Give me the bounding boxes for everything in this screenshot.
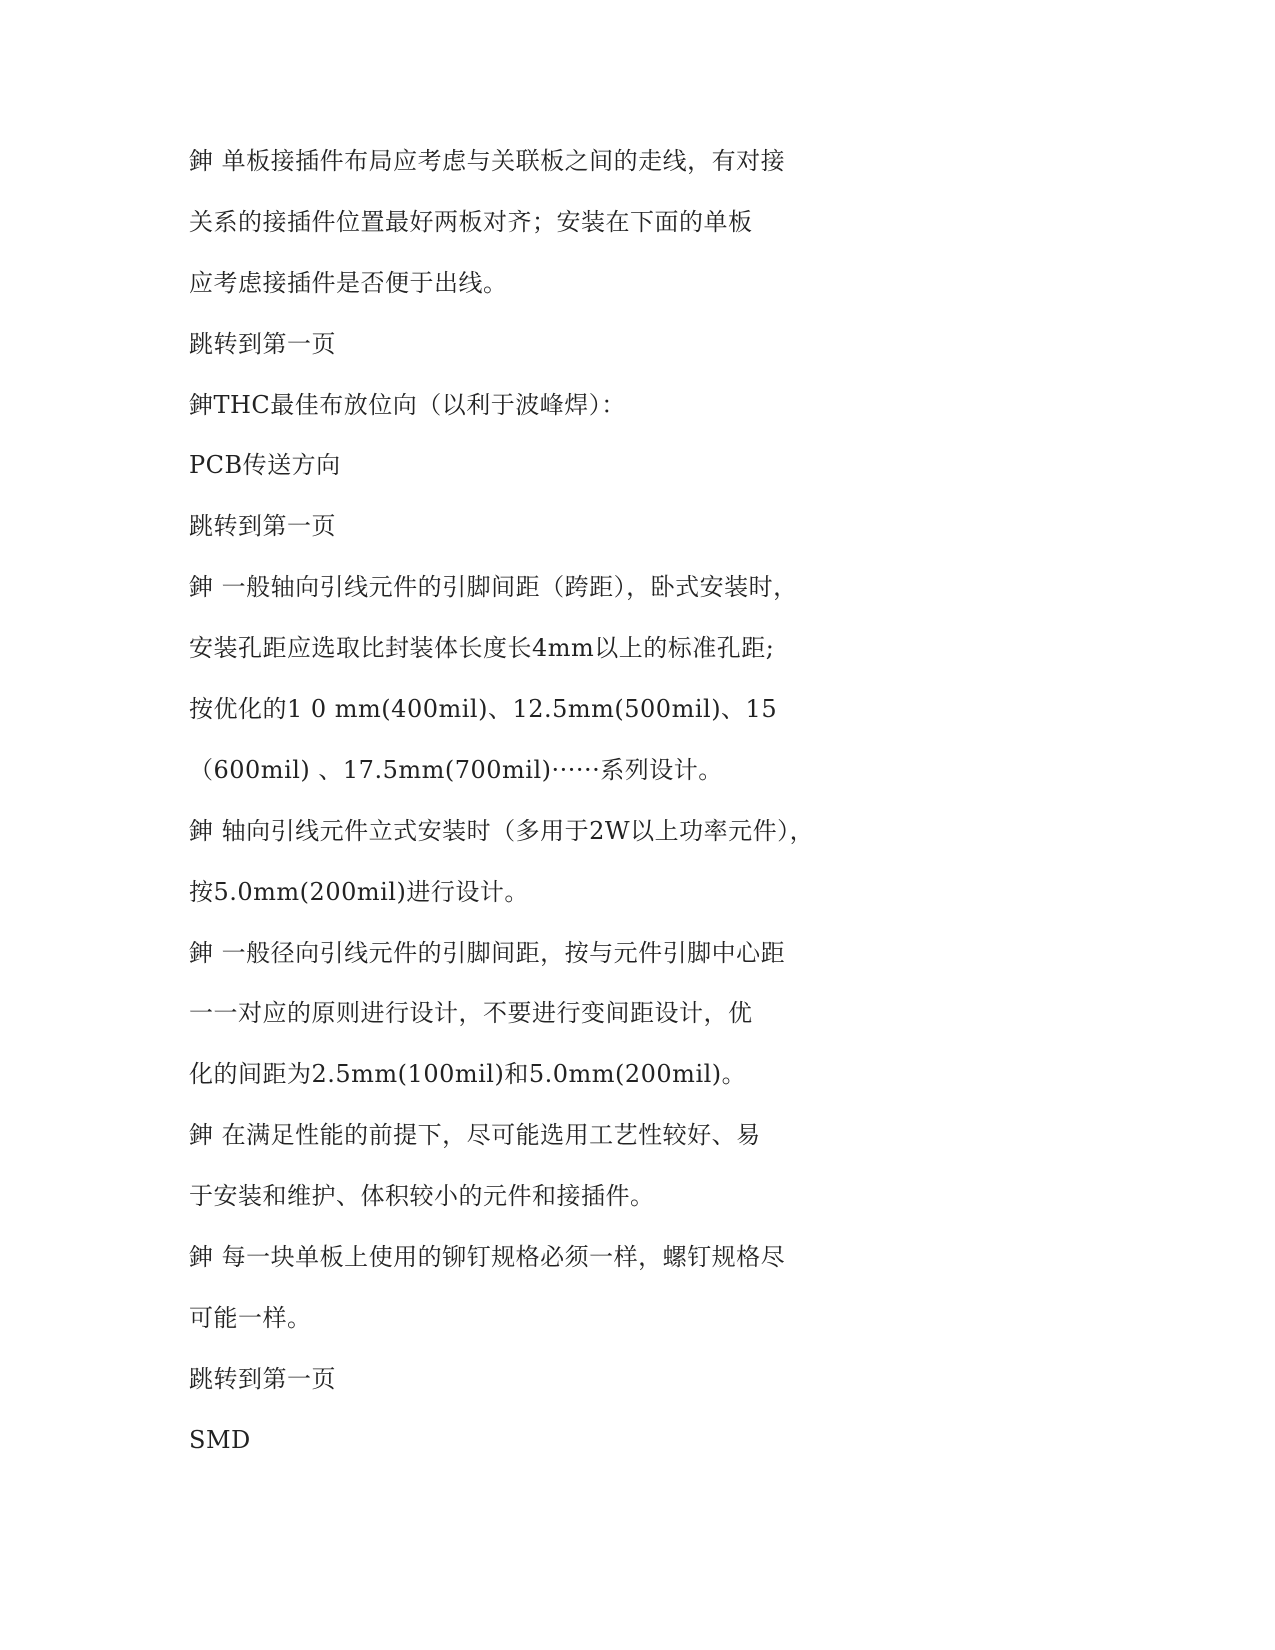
jump-to-first-page-link[interactable]: 跳转到第一页 (189, 1364, 336, 1393)
text-line: 鉮 一般轴向引线元件的引脚间距（跨距），卧式安装时， (189, 573, 798, 602)
text-line: 鉮 在满足性能的前提下，尽可能选用工艺性较好、易 (189, 1121, 761, 1150)
text-line: 鉮 每一块单板上使用的铆钉规格必须一样，螺钉规格尽 (189, 1243, 786, 1272)
text-line: 鉮 轴向引线元件立式安装时（多用于2W以上功率元件）， (189, 816, 815, 845)
text-line: 鉮THC最佳布放位向（以利于波峰焊）： (189, 390, 626, 419)
jump-to-first-page-link[interactable]: 跳转到第一页 (189, 329, 336, 358)
text-line: 按5.0mm(200mil)进行设计。 (189, 877, 529, 906)
text-line: 应考虑接插件是否便于出线。 (189, 268, 508, 297)
text-line: 鉮 一般径向引线元件的引脚间距，按与元件引脚中心距 (189, 938, 786, 967)
jump-to-first-page-link[interactable]: 跳转到第一页 (189, 512, 336, 541)
text-line: 鉮 单板接插件布局应考虑与关联板之间的走线，有对接 (189, 147, 786, 175)
text-line: 于安装和维护、体积较小的元件和接插件。 (189, 1182, 655, 1211)
text-line: 一一对应的原则进行设计，不要进行变间距设计，优 (189, 999, 753, 1028)
text-line: 可能一样。 (189, 1303, 312, 1332)
text-line: 按优化的1 0 mm(400mil)、12.5mm(500mil)、15 (189, 695, 778, 724)
text-line: 关系的接插件位置最好两板对齐；安装在下面的单板 (189, 207, 753, 236)
text-line: （600mil) 、17.5mm(700mil)······系列设计。 (189, 755, 723, 784)
text-body (189, 146, 1089, 1486)
text-line: SMD (189, 1425, 251, 1454)
text-line: 化的间距为2.5mm(100mil)和5.0mm(200mil)。 (189, 1060, 747, 1089)
text-line: PCB传送方向 (189, 451, 341, 480)
text-line: 安装孔距应选取比封装体长度长4mm以上的标准孔距; (189, 634, 775, 663)
